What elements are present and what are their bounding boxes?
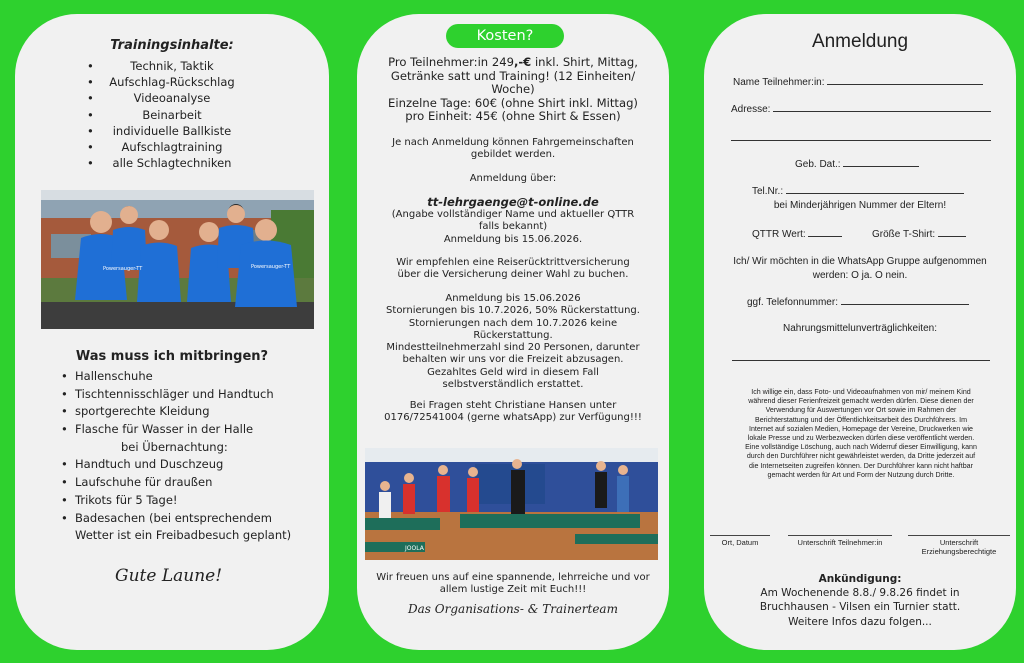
signup-via: Anmeldung über: <box>469 173 557 184</box>
phone-note: bei Minderjährigen Nummer der Eltern! <box>773 200 947 211</box>
consent-text <box>726 388 996 480</box>
signature-line[interactable] <box>908 535 1010 536</box>
price-line: Woche) <box>491 82 535 96</box>
sig-participant[interactable] <box>788 535 892 547</box>
consent-line: Internet auf sozialen Medien, Homepage der Vereine, Druckwerken wie <box>749 424 973 433</box>
name-input-line[interactable] <box>827 76 983 85</box>
whatsapp-line[interactable]: werden: O ja. O nein. <box>812 269 908 281</box>
team-photo <box>41 190 314 329</box>
table-brand: JOOLA <box>405 545 424 552</box>
list-item: • Flasche für Wasser in der Halle <box>61 421 291 439</box>
announcement-line: Am Wochenende 8.8./ 9.8.26 findet in <box>760 587 960 600</box>
price-line: Einzelne Tage: 60€ (ohne Shirt inkl. Mittag) <box>388 95 638 110</box>
consent-line: während dieser Ferienfreizeit gemacht werden dürfen. Diese dienen der <box>748 397 974 406</box>
announcement <box>704 572 1016 629</box>
panel-training <box>15 14 329 650</box>
cancel-line: Anmeldung bis 15.06.2026 <box>445 293 581 304</box>
announcement-title: Ankündigung: <box>818 573 902 585</box>
cancel-line: behalten wir uns vor die Freizeit abzusagen. <box>402 354 624 366</box>
list-item: • Trikots für 5 Tage! <box>61 492 291 510</box>
list-item: • Laufschuhe für draußen <box>61 474 291 492</box>
consent-line: Ich willige ein, dass Foto- und Videoaufnahmen von mir/ meinem Kind <box>751 388 971 396</box>
email-note: falls bekannt) <box>478 221 548 233</box>
price-line: pro Einheit: 45€ (ohne Shirt & Essen) <box>405 109 621 123</box>
sig-place-date[interactable] <box>710 535 770 547</box>
email-block <box>361 196 665 246</box>
training-photo-illustration <box>365 448 658 560</box>
team-photo-illustration <box>41 190 314 329</box>
address-label: Adresse: <box>731 104 771 115</box>
bring-title: Was muss ich mitbringen? <box>75 349 269 364</box>
whatsapp-line: Ich/ Wir möchten in die WhatsApp Gruppe aufgenommen <box>733 256 987 267</box>
consent-line: gemacht werden für Art und Form der Nutzung durch Dritte. <box>767 470 955 479</box>
contact-block <box>361 400 665 425</box>
shirt-size-input-line[interactable] <box>938 228 966 237</box>
insurance-block <box>361 257 665 282</box>
phone-field[interactable] <box>752 185 964 197</box>
sig-guardian-label: Unterschrift <box>939 538 979 547</box>
deadline: Anmeldung bis 15.06.2026. <box>443 233 583 245</box>
shirt-size-label: Größe T-Shirt: <box>872 229 936 240</box>
closing-line: Wir freuen uns auf eine spannende, lehrreiche und vor <box>376 572 650 583</box>
dob-field[interactable] <box>795 158 919 170</box>
cancel-line: Rückerstattung. <box>473 329 553 341</box>
qttr-label: QTTR Wert: <box>752 229 806 240</box>
cancel-line: Gezahltes Geld wird in diesem Fall <box>427 366 599 378</box>
closing-line: allem lustige Zeit mit Euch!!! <box>439 584 587 596</box>
food-label: Nahrungsmittelunverträglichkeiten: <box>783 323 937 334</box>
contact-line: Bei Fragen steht Christiane Hansen unter <box>409 400 617 411</box>
cancel-line: selbstverständlich erstattet. <box>442 379 584 391</box>
dob-label: Geb. Dat.: <box>795 159 841 170</box>
name-label: Name Teilnehmer:in: <box>733 77 825 88</box>
cancellation-block <box>361 293 665 391</box>
list-item: • Badesachen (bei entsprechendem <box>61 510 291 528</box>
insurance-line: über die Versicherung deiner Wahl zu buchen. <box>397 269 629 281</box>
training-photo <box>365 448 658 560</box>
signature-line[interactable] <box>788 535 892 536</box>
alt-phone-label: ggf. Telefonnummer: <box>747 297 838 308</box>
announcement-line: Bruchhausen - Vilsen ein Turnier statt. <box>759 601 961 614</box>
training-list <box>15 58 329 171</box>
list-item: • Aufschlagtraining <box>15 139 329 155</box>
price-line: inkl. Shirt, Mittag, <box>531 55 638 69</box>
consent-line: die Internetseiten zugreifen können. Der Durchführer kann nicht haftbar <box>749 461 973 470</box>
sig-participant-label: Unterschrift Teilnehmer:in <box>797 538 883 547</box>
insurance-line: Wir empfehlen eine Reiserücktrittversicherung <box>396 257 630 268</box>
list-item: • Videoanalyse <box>15 90 329 106</box>
cancel-line: Stornierungen nach dem 10.7.2026 keine <box>408 317 618 329</box>
closing-text: Gute Laune! <box>115 566 223 586</box>
price-line: Getränke satt und Training! (12 Einheiten/ <box>390 68 636 83</box>
carpool-line: Je nach Anmeldung können Fahrgemeinschaften <box>392 137 634 148</box>
consent-line: Eine vollständige Löschung, auch nach Widerruf dieser Einwilligung, kann <box>745 443 977 452</box>
shirt-size-field[interactable] <box>872 228 966 240</box>
team-signature: Das Organisations- & Trainerteam <box>408 602 618 616</box>
phone-label: Tel.Nr.: <box>752 186 784 197</box>
dob-input-line[interactable] <box>843 158 919 167</box>
shirt-text: Powersauger-TT <box>251 264 291 270</box>
consent-line: lokale Presse und zu Werbezwecken dürfen diese veröffentlicht werden. <box>747 434 975 443</box>
training-title: Trainingsinhalte: <box>110 38 234 53</box>
price-line: Pro Teilnehmer:in 249 <box>388 55 514 69</box>
list-item: • alle Schlagtechniken <box>15 155 329 171</box>
list-item: • Technik, Taktik <box>15 58 329 74</box>
list-item: • Beinarbeit <box>15 107 329 123</box>
consent-line: Verwendung für Auswertungen vor Ort sowie im Rahmen der <box>765 406 957 415</box>
sig-guardian[interactable] <box>908 535 1010 556</box>
bring-list <box>61 368 291 545</box>
costs-header: Kosten? <box>446 24 564 48</box>
qttr-field[interactable] <box>752 228 842 240</box>
consent-line: durch den Durchführer nicht gewährleistet werden, da Dritte jederzeit auf <box>746 452 976 461</box>
whatsapp-block[interactable] <box>704 255 1016 282</box>
list-item: • individuelle Ballkiste <box>15 123 329 139</box>
address-input-line[interactable] <box>773 103 991 112</box>
overnight-label: bei Übernachtung: <box>121 439 228 454</box>
list-item: • Handtuch und Duschzeug <box>61 456 291 474</box>
sig-guardian-label: Erziehungsberechtigte <box>921 547 997 556</box>
consent-line: Berichterstattung und der Öffentlichkeitsarbeit des Durchführers. Im <box>755 415 967 424</box>
list-item: • Tischtennisschläger und Handtuch <box>61 386 291 404</box>
carpool-block <box>361 137 665 162</box>
price-block <box>361 56 665 124</box>
cancel-line: Stornierungen bis 10.7.2026, 50% Rückerstattung. <box>386 305 640 317</box>
panel-registration <box>704 14 1016 650</box>
alt-phone-field[interactable] <box>747 296 969 308</box>
announcement-line: Weitere Infos dazu folgen... <box>788 615 932 628</box>
contact-line: 0176/72541004 (gerne whatsApp) zur Verfügung!!! <box>384 412 642 424</box>
phone-input-line[interactable] <box>786 185 964 194</box>
food-input-line[interactable] <box>732 360 990 361</box>
list-item-continuation: Wetter ist ein Freibadbesuch geplant) <box>75 528 292 543</box>
list-item: • Aufschlag-Rückschlag <box>15 74 329 90</box>
panel-costs <box>357 14 669 650</box>
sig-place-label: Ort, Datum <box>721 538 759 547</box>
alt-phone-input-line[interactable] <box>841 296 969 305</box>
price-euro: ,-€ <box>513 55 532 69</box>
name-field[interactable] <box>733 76 983 88</box>
cancel-line: Mindestteilnehmerzahl sind 20 Personen, darunter <box>386 342 640 354</box>
registration-title: Anmeldung <box>811 31 909 52</box>
address-field[interactable] <box>731 103 991 115</box>
carpool-line: gebildet werden. <box>470 149 556 161</box>
address-line-2[interactable] <box>731 140 991 141</box>
signature-line[interactable] <box>710 535 770 536</box>
list-item: • sportgerechte Kleidung <box>61 403 291 421</box>
shirt-text: Powersauger-TT <box>103 266 143 272</box>
email-note: (Angabe vollständiger Name und aktueller QTTR <box>391 209 635 220</box>
qttr-input-line[interactable] <box>808 228 842 237</box>
closing-block <box>361 572 665 597</box>
list-item: • Hallenschuhe <box>61 368 291 386</box>
email-link[interactable]: tt-lehrgaenge@t-online.de <box>427 195 599 209</box>
